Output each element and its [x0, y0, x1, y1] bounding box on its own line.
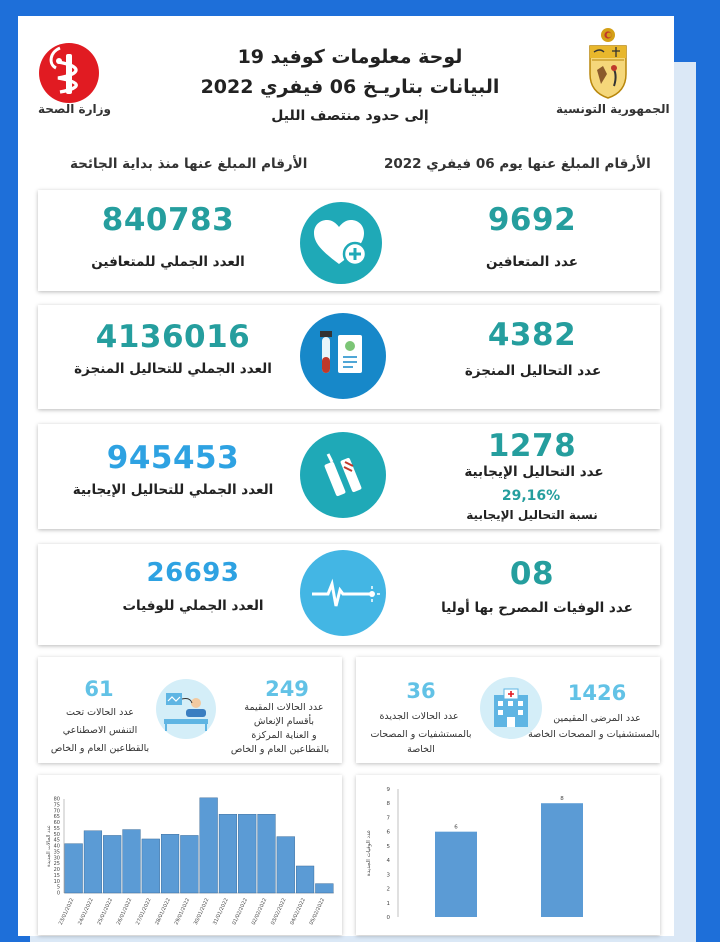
y-tick-label: 50 — [53, 831, 60, 838]
x-tick-label: 27/01/2022 — [134, 897, 153, 926]
daily-deaths-value: 08 — [509, 556, 555, 592]
x-tick-label: 26/01/2022 — [115, 897, 134, 926]
inpatients-label-2: بالمستشفيات و المصحات الخاصة — [528, 729, 660, 740]
inpatients-value: 1426 — [567, 681, 627, 705]
icu-value: 249 — [265, 677, 309, 701]
date-line: البيانات بتاريـخ 06 فيفري 2022 — [200, 76, 500, 98]
page-title: لوحة معلومات كوفيد 19 — [237, 46, 463, 68]
y-tick-label: 1 — [386, 900, 390, 907]
y-tick-label: 65 — [53, 814, 60, 821]
total-recovered-value: 840783 — [101, 202, 235, 238]
tunisia-emblem-icon — [584, 26, 632, 100]
y-tick-label: 40 — [53, 843, 60, 850]
rapid-test-icon — [300, 432, 386, 518]
daily-tests-value: 4382 — [487, 317, 577, 353]
test-tube-report-icon — [300, 313, 386, 399]
y-tick-label: 75 — [53, 802, 60, 809]
bar — [219, 814, 237, 893]
total-tests-label: العدد الجملي للتحاليل المنجزة — [74, 361, 272, 377]
bar — [238, 814, 256, 893]
x-tick-label: 28/01/2022 — [154, 897, 172, 926]
total-positive-value: 945453 — [106, 440, 240, 476]
ministry-health-logo-icon — [38, 42, 100, 104]
heartbeat-flatline-icon — [300, 550, 386, 636]
x-tick-label: 25/01/2022 — [96, 897, 115, 926]
ventilated-label-3: بالقطاعين العام و الخاص — [50, 743, 150, 754]
ventilator-patient-icon — [156, 679, 216, 739]
icu-label-4: بالقطاعين العام و الخاص — [230, 744, 330, 755]
ventilator-icon-circle — [156, 679, 216, 739]
bar — [142, 839, 160, 893]
bar-data-label: 6 — [454, 824, 458, 831]
y-tick-label: 45 — [53, 837, 60, 844]
daily-figures-heading: الأرقام المبلغ عنها يوم 06 فيفري 2022 — [384, 156, 651, 172]
daily-tests-label: عدد التحاليل المنجزة — [464, 363, 602, 379]
bar — [277, 837, 295, 893]
x-tick-label: 01/02/2022 — [231, 897, 250, 926]
ventilated-value: 61 — [84, 677, 114, 701]
bar — [200, 798, 218, 893]
bar — [541, 803, 583, 917]
inpatients-label-1: عدد المرضى المقيمين — [553, 713, 641, 724]
daily-recovered-value: 9692 — [487, 202, 577, 238]
x-tick-label: 05/02/2022 — [308, 897, 327, 926]
total-deaths-value: 26693 — [146, 558, 240, 588]
ventilated-label-1: عدد الحالات تحت — [66, 707, 134, 718]
y-axis-title: عدد الحالات الجديدة — [46, 825, 52, 867]
ministry-label: وزارة الصحة — [38, 102, 112, 116]
daily-positive-value: 1278 — [487, 428, 577, 464]
deaths-card — [38, 544, 660, 645]
tests-icon-circle — [300, 313, 386, 399]
new-cases-chart — [38, 775, 342, 935]
y-tick-label: 0 — [56, 890, 60, 897]
bar — [161, 834, 179, 893]
x-tick-label: 03/02/2022 — [269, 897, 288, 926]
bar — [258, 814, 276, 893]
y-tick-label: 2 — [386, 886, 390, 893]
x-tick-label: 23/01/2022 — [57, 897, 76, 926]
x-tick-label: 04/02/2022 — [289, 897, 307, 926]
time-line: إلى حدود منتصف الليل — [271, 108, 429, 124]
y-tick-label: 7 — [386, 815, 390, 822]
y-tick-label: 6 — [386, 829, 390, 836]
new-cases-chart-card — [38, 775, 342, 935]
x-tick-label: 31/01/2022 — [212, 897, 230, 926]
tests-card — [38, 305, 660, 409]
new-admissions-value: 36 — [406, 679, 436, 703]
y-tick-label: 55 — [53, 825, 60, 832]
recovered-icon-circle — [300, 202, 382, 284]
x-tick-label: 29/01/2022 — [173, 897, 192, 926]
recovered-card — [38, 190, 660, 291]
bar — [123, 830, 141, 893]
icu-card — [38, 657, 342, 763]
new-deaths-chart — [356, 775, 660, 935]
positive-icon-circle — [300, 432, 386, 518]
bar-data-label: 8 — [560, 796, 564, 803]
total-positive-label: العدد الجملي للتحاليل الإيجابية — [72, 482, 274, 498]
bar — [103, 835, 121, 893]
x-tick-label: 02/02/2022 — [250, 897, 269, 926]
deaths-icon-circle — [300, 550, 386, 636]
y-tick-label: 5 — [56, 884, 60, 891]
daily-deaths-label: عدد الوفيات المصرح بها أوليا — [441, 600, 633, 616]
hospital-card — [356, 657, 660, 763]
positive-rate-label: نسبة التحاليل الإيجابية — [466, 508, 598, 522]
republic-label: الجمهورية التونسية — [556, 102, 670, 116]
bar — [180, 835, 198, 893]
y-tick-label: 80 — [53, 796, 60, 803]
positive-rate-value: 29,16% — [501, 488, 561, 504]
y-tick-label: 0 — [386, 915, 390, 921]
positive-card — [38, 424, 660, 529]
bar — [65, 844, 83, 893]
total-deaths-label: العدد الجملي للوفيات — [122, 598, 264, 614]
y-tick-label: 20 — [53, 867, 60, 873]
heart-plus-icon — [300, 202, 382, 284]
hospital-icon-circle — [480, 677, 542, 739]
icu-label-1: عدد الحالات المقيمة — [244, 702, 324, 713]
cumulative-figures-heading: الأرقام المبلغ عنها منذ بداية الجائحة — [70, 156, 308, 172]
y-tick-label: 15 — [53, 872, 60, 879]
daily-positive-label: عدد التحاليل الإيجابية — [464, 464, 604, 480]
daily-recovered-label: عدد المتعافين — [485, 254, 579, 270]
icu-label-2: بأقسام الإنعاش — [253, 716, 315, 727]
x-tick-label: 30/01/2022 — [192, 897, 211, 926]
bar — [84, 831, 102, 893]
y-tick-label: 5 — [386, 843, 390, 850]
y-tick-label: 4 — [386, 858, 390, 865]
y-tick-label: 60 — [53, 820, 60, 826]
new-admissions-label-1: عدد الحالات الجديدة — [379, 711, 459, 722]
bar — [315, 884, 333, 893]
y-tick-label: 10 — [53, 878, 60, 885]
new-deaths-chart-card — [356, 775, 660, 935]
bar — [296, 866, 314, 893]
new-admissions-label-2: بالمستشفيات و المصحات الخاصة — [370, 729, 472, 755]
y-tick-label: 9 — [386, 787, 390, 793]
ventilated-label-2: التنفس الاصطناعي — [62, 725, 138, 736]
y-tick-label: 30 — [53, 855, 60, 862]
y-tick-label: 3 — [386, 872, 390, 879]
x-tick-label: 24/01/2022 — [77, 897, 95, 926]
y-tick-label: 35 — [53, 849, 60, 856]
total-recovered-label: العدد الجملي للمتعافين — [91, 254, 245, 270]
hospital-building-icon — [480, 677, 542, 739]
y-tick-label: 25 — [53, 861, 60, 868]
y-tick-label: 70 — [53, 808, 60, 815]
y-tick-label: 8 — [386, 801, 390, 808]
total-tests-value: 4136016 — [95, 319, 251, 355]
bar — [435, 832, 477, 917]
y-axis-title: عدد الوفيات الجديدة — [366, 829, 372, 877]
icu-label-3: و العناية المركزة — [251, 730, 317, 741]
